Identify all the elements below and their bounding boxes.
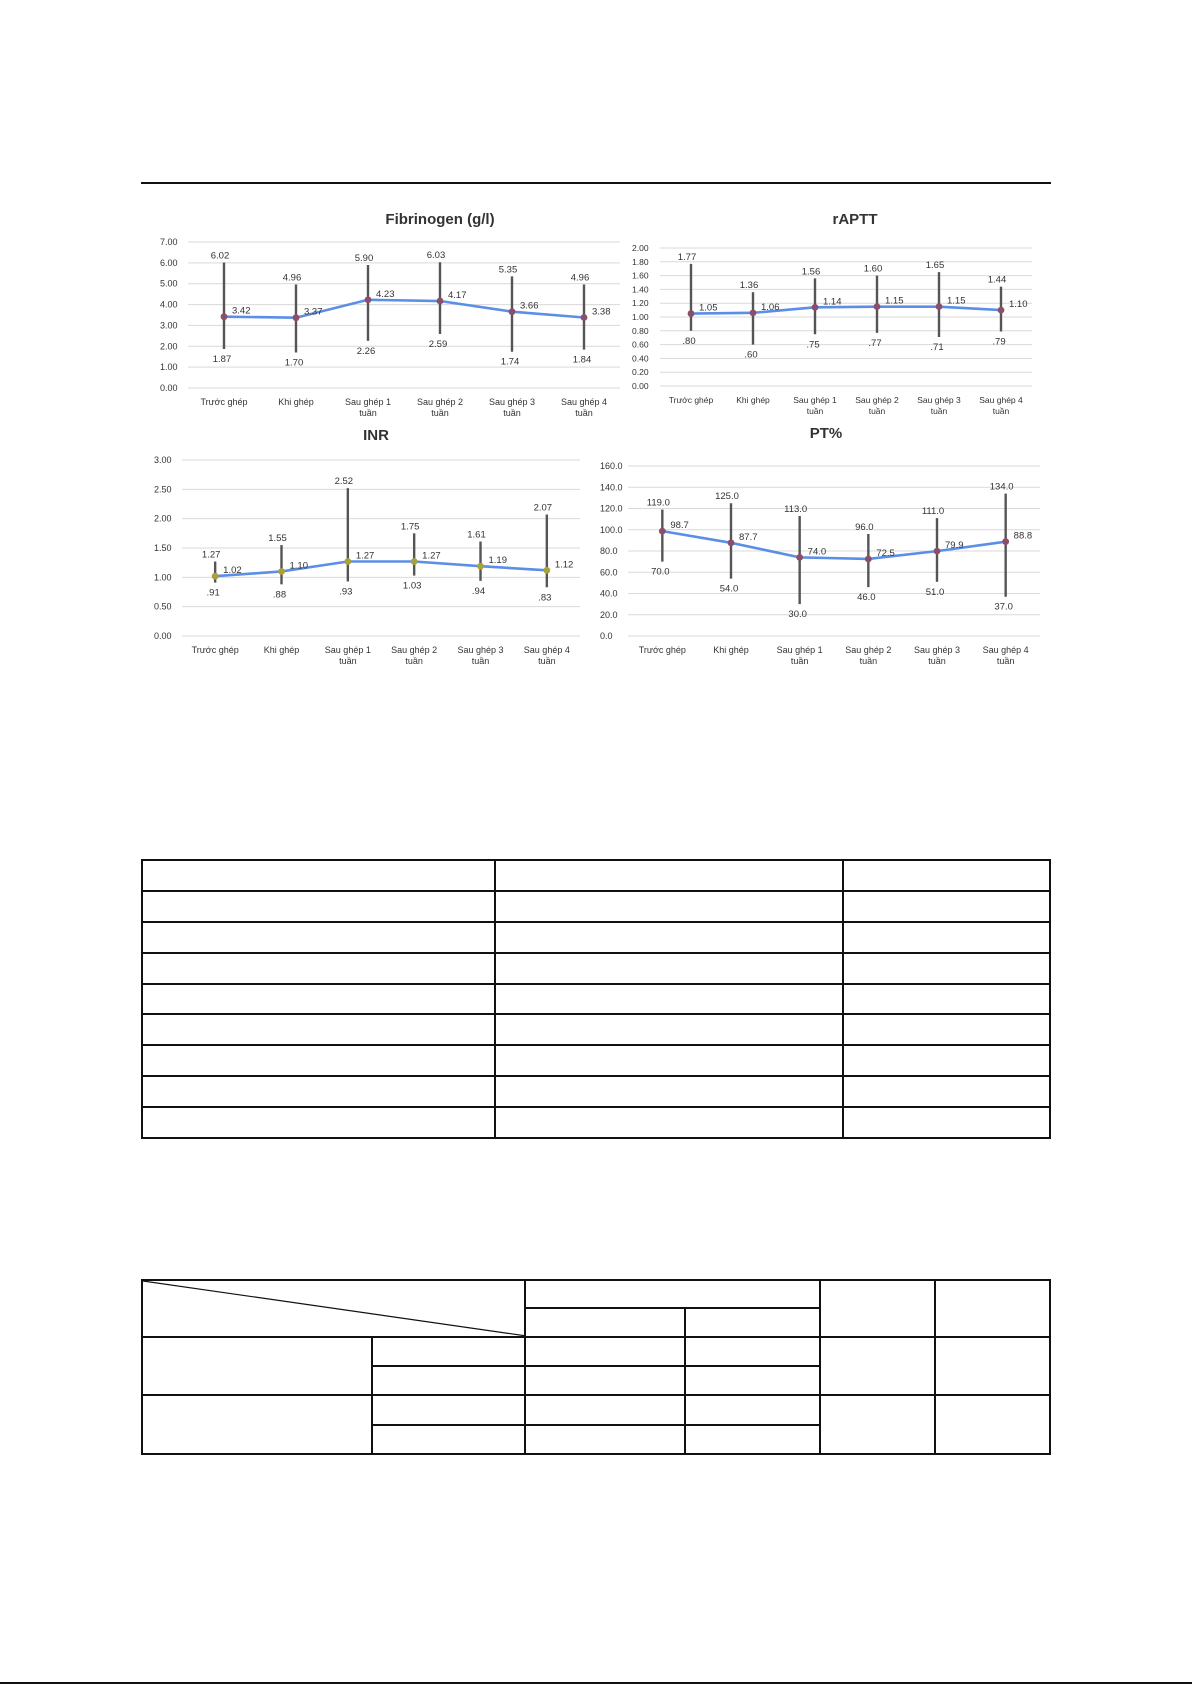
mean-label: 88.8	[1013, 530, 1033, 542]
min-label: 37.0	[994, 601, 1013, 613]
table-cell	[372, 1337, 525, 1366]
x-tick-label-line: tuần	[538, 656, 556, 666]
x-tick-label-line: tuần	[790, 656, 809, 666]
x-tick-label-line: Sau ghép 4	[982, 645, 1029, 655]
x-tick-label	[192, 645, 239, 655]
x-tick-label-line: Sau ghép 2	[416, 397, 464, 407]
y-tick-label: 0.00	[632, 381, 649, 391]
table-cell	[142, 1107, 495, 1138]
table-cell	[685, 1395, 820, 1424]
x-tick-label	[639, 645, 686, 655]
mean-label: 4.23	[376, 288, 395, 300]
mean-marker	[874, 303, 881, 310]
table-cell	[525, 1425, 685, 1454]
min-label: 1.70	[284, 357, 304, 369]
mean-marker	[1002, 538, 1009, 545]
mean-marker	[477, 563, 484, 570]
max-label: 6.02	[210, 250, 230, 262]
mean-label: 4.17	[448, 290, 467, 302]
x-tick-label	[457, 645, 503, 666]
table-cell	[495, 1045, 843, 1076]
table-cell	[843, 922, 1050, 953]
max-label: 6.03	[426, 250, 446, 262]
chart-title: INR	[363, 427, 389, 444]
table-cell	[843, 1014, 1050, 1045]
table-cell	[843, 1076, 1050, 1107]
max-label: 2.52	[334, 476, 354, 488]
y-tick-label: 1.20	[632, 298, 649, 309]
chart-title: rAPTT	[832, 211, 878, 228]
mean-marker	[796, 554, 803, 561]
mean-marker	[437, 298, 444, 305]
table-row	[142, 1107, 1050, 1138]
table-row	[142, 984, 1050, 1015]
x-tick-label	[264, 645, 300, 655]
min-label: 51.0	[925, 586, 945, 598]
mean-marker	[543, 567, 550, 574]
mean-label: 1.15	[947, 295, 966, 307]
diagonal-line	[143, 1281, 524, 1336]
x-tick-label-line: Sau ghép 3	[917, 395, 961, 405]
max-label: 96.0	[855, 522, 874, 533]
table-row	[142, 953, 1050, 984]
x-tick-label-line: tuần	[992, 406, 1010, 416]
table-cell	[935, 1337, 1050, 1396]
x-tick-label-line: Sau ghép 3	[457, 645, 504, 655]
mean-label: 1.10	[289, 560, 308, 572]
x-tick-label-line: tuần	[359, 408, 377, 418]
mean-marker	[293, 314, 300, 321]
table-row	[142, 891, 1050, 922]
y-tick-label: 3.00	[154, 455, 172, 465]
x-tick-label	[417, 397, 463, 418]
table-cell	[843, 953, 1050, 984]
x-tick-label	[669, 395, 714, 405]
table-row	[142, 1014, 1050, 1045]
mean-marker	[278, 568, 285, 575]
raptt-chart	[620, 212, 1040, 422]
y-tick-label: 1.50	[154, 543, 172, 553]
min-label: .91	[206, 587, 220, 599]
x-tick-label	[561, 397, 607, 418]
x-tick-label-line: Sau ghép 1	[776, 645, 823, 655]
x-tick-label-line: tuần	[339, 656, 357, 666]
x-tick-label-line: Sau ghép 2	[845, 645, 892, 655]
max-label: 5.90	[354, 252, 374, 264]
table-cell	[372, 1395, 525, 1424]
y-tick-label: 1.80	[632, 256, 649, 267]
mean-label: 79.9	[945, 540, 964, 552]
x-tick-label-line: tuần	[471, 656, 490, 666]
max-label: 1.65	[925, 260, 945, 272]
x-tick-label	[777, 645, 823, 666]
x-tick-label-line: Khi ghép	[278, 397, 314, 407]
x-tick-label-line: tuần	[996, 656, 1015, 666]
table-row	[142, 1337, 1050, 1366]
y-tick-label: 0.0	[600, 631, 613, 641]
x-tick-label	[325, 645, 371, 666]
fibrinogen-chart-svg	[140, 212, 640, 422]
min-label: 1.87	[212, 353, 232, 365]
mean-marker	[344, 558, 351, 565]
mean-label: 1.12	[554, 559, 574, 571]
mean-label: 3.38	[592, 306, 611, 318]
table-cell	[142, 953, 495, 984]
mean-label: 98.7	[670, 520, 689, 532]
y-tick-label: 0.50	[154, 601, 172, 612]
x-tick-label-line: Sau ghép 2	[391, 645, 438, 655]
max-label: 1.56	[801, 266, 821, 278]
x-tick-label	[983, 645, 1029, 666]
x-tick-label-line: Sau ghép 1	[344, 397, 392, 407]
mean-marker	[365, 296, 372, 303]
x-tick-label-line: Trước ghép	[191, 645, 239, 655]
x-tick-label-line: tuần	[868, 406, 886, 416]
table-cell	[685, 1308, 820, 1336]
x-tick-label-line: Trước ghép	[200, 397, 248, 407]
mean-marker	[212, 573, 219, 580]
x-tick-label	[345, 397, 391, 418]
y-tick-label: 1.00	[632, 312, 649, 322]
x-tick-label	[489, 397, 535, 418]
mean-label: 3.37	[304, 306, 323, 318]
table-cell	[525, 1308, 685, 1336]
x-tick-label-line: Sau ghép 2	[855, 395, 899, 405]
x-tick-label	[855, 395, 899, 416]
table-cell	[495, 891, 843, 922]
mean-label: 74.0	[807, 546, 827, 558]
y-tick-label: 2.00	[160, 341, 178, 352]
max-label: 113.0	[784, 503, 808, 515]
x-tick-label-line: Sau ghép 3	[488, 397, 536, 407]
table-cell	[372, 1366, 525, 1395]
table-cell	[372, 1425, 525, 1454]
mean-marker	[581, 314, 588, 321]
table-cell	[935, 1280, 1050, 1337]
x-tick-label-line: Sau ghép 3	[913, 645, 961, 655]
mean-marker	[728, 539, 735, 546]
x-tick-label-line: tuần	[806, 406, 824, 416]
table-cell	[820, 1337, 935, 1396]
inr-chart-svg	[140, 426, 600, 666]
table-cell	[843, 860, 1050, 891]
table-cell	[142, 1395, 372, 1454]
y-tick-label: 0.20	[632, 367, 649, 378]
mean-label: 1.19	[488, 555, 507, 567]
mean-marker	[509, 308, 516, 315]
table-cell	[142, 1337, 372, 1396]
table-cell	[820, 1395, 935, 1454]
pt-chart-svg	[590, 426, 1050, 666]
x-tick-label	[524, 645, 570, 666]
min-label: 1.03	[402, 580, 422, 592]
table-cell	[685, 1337, 820, 1366]
max-label: 1.44	[987, 274, 1007, 286]
mean-marker	[750, 309, 757, 316]
x-tick-label	[736, 395, 770, 405]
max-label: 1.27	[201, 549, 221, 561]
mean-marker	[688, 310, 695, 317]
y-tick-label: 140.0	[600, 482, 623, 493]
table-cell	[525, 1337, 685, 1366]
y-tick-label: 100.0	[600, 524, 623, 535]
table-cell	[495, 1107, 843, 1138]
x-tick-label-line: Sau ghép 1	[324, 645, 371, 655]
mean-label: 1.14	[823, 296, 842, 308]
max-label: 1.75	[400, 521, 420, 533]
min-label: 54.0	[719, 583, 739, 595]
y-tick-label: 5.00	[160, 278, 178, 289]
y-tick-label: 4.00	[160, 299, 178, 310]
table-cell	[843, 1107, 1050, 1138]
table-cell	[495, 1014, 843, 1045]
mean-marker	[998, 307, 1005, 314]
table-row	[142, 1045, 1050, 1076]
max-label: 4.96	[570, 272, 590, 284]
x-tick-label	[845, 645, 891, 666]
mean-label: 1.27	[355, 550, 375, 562]
x-tick-label-line: Trước ghép	[638, 645, 686, 655]
max-label: 134.0	[989, 481, 1014, 493]
table-row	[142, 1395, 1050, 1424]
mean-marker	[659, 528, 666, 535]
table-cell	[495, 953, 843, 984]
y-tick-label: 7.00	[160, 237, 178, 247]
table-row	[142, 1076, 1050, 1107]
x-tick-label-line: tuần	[928, 656, 946, 666]
x-tick-label-line: Khi ghép	[736, 395, 770, 405]
fibrinogen-chart	[140, 212, 640, 422]
x-tick-label-line: tuần	[930, 406, 948, 416]
x-tick-label-line: Sau ghép 1	[793, 395, 837, 405]
min-label: .80	[682, 335, 696, 347]
mean-label: 1.05	[699, 302, 718, 314]
y-tick-label: 160.0	[600, 461, 623, 471]
x-tick-label-line: tuần	[575, 408, 593, 418]
max-label: 1.55	[268, 533, 287, 545]
mean-marker	[411, 558, 418, 565]
x-tick-label	[914, 645, 960, 666]
data-table-2	[141, 1279, 1051, 1455]
data-table-1	[141, 859, 1051, 1139]
min-label: .83	[538, 592, 552, 604]
mean-label: 3.42	[232, 305, 251, 317]
mean-label: 3.66	[520, 300, 539, 312]
table-cell	[142, 922, 495, 953]
y-tick-label: 0.00	[160, 383, 178, 393]
table-cell	[495, 922, 843, 953]
table-cell	[685, 1425, 820, 1454]
min-label: .94	[471, 585, 486, 597]
y-tick-label: 40.0	[600, 588, 618, 599]
max-label: 5.35	[498, 264, 518, 276]
y-tick-label: 80.0	[600, 546, 618, 556]
footer-rule	[0, 1682, 1192, 1684]
mean-line	[691, 307, 1001, 314]
table-row	[142, 1280, 1050, 1308]
table-cell	[525, 1366, 685, 1395]
x-tick-label-line: tuần	[405, 656, 423, 666]
table-cell	[843, 891, 1050, 922]
table-cell	[142, 891, 495, 922]
raptt-chart-svg	[620, 212, 1040, 422]
x-tick-label	[200, 397, 247, 407]
min-label: .71	[930, 342, 944, 354]
y-tick-label: 0.00	[154, 631, 172, 641]
min-label: 70.0	[651, 566, 670, 578]
table-cell	[142, 1014, 495, 1045]
x-tick-label-line: Khi ghép	[713, 645, 749, 655]
max-label: 1.36	[739, 280, 759, 292]
table-cell	[820, 1280, 935, 1337]
mean-label: 1.06	[761, 301, 780, 313]
mean-label: 1.02	[223, 565, 242, 577]
max-label: 125.0	[715, 491, 739, 503]
chart-title: PT%	[809, 425, 843, 442]
table-cell	[495, 860, 843, 891]
y-tick-label: 60.0	[600, 567, 618, 578]
y-tick-label: 20.0	[600, 609, 618, 620]
min-label: 1.84	[572, 354, 592, 366]
min-label: .93	[339, 586, 353, 598]
pt-chart	[590, 426, 1050, 666]
min-label: 2.26	[356, 345, 376, 357]
max-label: 1.77	[677, 251, 697, 263]
x-tick-label	[979, 395, 1023, 416]
min-label: 2.59	[428, 338, 448, 350]
y-tick-label: 0.40	[632, 353, 649, 364]
x-tick-label-line: Sau ghép 4	[560, 397, 608, 407]
table-cell	[843, 984, 1050, 1015]
mean-marker	[865, 556, 872, 563]
y-tick-label: 2.00	[154, 513, 172, 524]
min-label: 46.0	[857, 592, 876, 604]
y-tick-label: 1.40	[632, 284, 649, 295]
mean-label: 1.10	[1009, 299, 1028, 311]
y-tick-label: 0.60	[632, 339, 649, 350]
min-label: .75	[806, 339, 820, 351]
table-cell	[142, 1076, 495, 1107]
y-tick-label: 2.00	[632, 243, 649, 253]
table-cell	[495, 984, 843, 1015]
table-cell	[142, 1045, 495, 1076]
table-cell	[685, 1366, 820, 1395]
mean-label: 87.7	[739, 531, 758, 543]
x-tick-label-line: Sau ghép 4	[979, 395, 1023, 405]
mean-marker	[221, 313, 228, 320]
diagonal-header-cell	[142, 1280, 525, 1337]
max-label: 1.61	[467, 529, 486, 541]
x-tick-label-line: tuần	[859, 656, 878, 666]
y-tick-label: 0.80	[632, 325, 649, 336]
y-tick-label: 1.00	[160, 362, 178, 373]
x-tick-label-line: tuần	[431, 408, 449, 418]
max-label: 111.0	[921, 506, 945, 518]
header-rule	[141, 182, 1051, 184]
mean-label: 72.5	[876, 547, 895, 559]
y-tick-label: 6.00	[160, 257, 178, 268]
table-cell	[525, 1395, 685, 1424]
table-row	[142, 860, 1050, 891]
min-label: 1.74	[500, 356, 520, 368]
mean-marker	[936, 303, 943, 310]
y-tick-label: 1.00	[154, 572, 172, 583]
min-label: .79	[992, 336, 1006, 348]
x-tick-label	[391, 645, 437, 666]
x-tick-label	[917, 395, 961, 416]
x-tick-label	[713, 645, 749, 655]
group-header-cell	[525, 1280, 820, 1308]
mean-label: 1.27	[422, 550, 441, 562]
x-tick-label	[278, 397, 314, 407]
min-label: 30.0	[788, 609, 807, 621]
table-cell	[142, 860, 495, 891]
x-tick-label-line: tuần	[503, 408, 521, 418]
max-label: 2.07	[533, 502, 553, 514]
min-label: .77	[868, 337, 882, 349]
y-tick-label: 3.00	[160, 320, 178, 331]
max-label: 119.0	[646, 497, 670, 509]
min-label: .88	[272, 589, 287, 601]
max-label: 1.60	[863, 263, 883, 275]
inr-chart	[140, 426, 600, 666]
chart-title: Fibrinogen (g/l)	[385, 211, 495, 228]
mean-label: 1.15	[885, 295, 904, 307]
table-row	[142, 922, 1050, 953]
mean-marker	[934, 548, 941, 555]
max-label: 4.96	[282, 272, 302, 284]
table-cell	[142, 984, 495, 1015]
min-label: .60	[744, 349, 758, 361]
y-tick-label: 2.50	[154, 484, 172, 495]
x-tick-label-line: Trước ghép	[668, 395, 714, 405]
x-tick-label-line: Sau ghép 4	[523, 645, 570, 655]
y-tick-label: 120.0	[600, 503, 623, 514]
table-cell	[843, 1045, 1050, 1076]
table-cell	[495, 1076, 843, 1107]
x-tick-label	[793, 395, 837, 416]
y-tick-label: 1.60	[632, 270, 649, 281]
table-cell	[935, 1395, 1050, 1454]
x-tick-label-line: Khi ghép	[263, 645, 300, 655]
mean-marker	[812, 304, 819, 311]
